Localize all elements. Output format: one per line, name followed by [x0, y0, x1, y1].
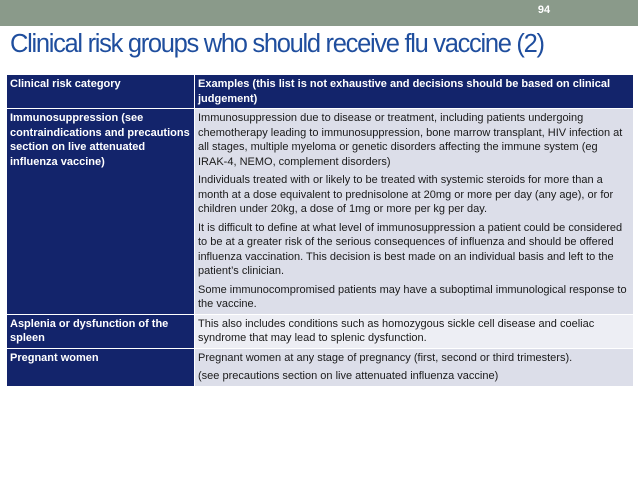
example-paragraph: It is difficult to define at what level of immunosuppression a patient could be considered to be at a greater risk of the serious consequences of influenza and should be offered influenza vaccination. This decision is best made on an individual basis and left to the patient’s clinician. — [198, 221, 623, 277]
examples-cell — [195, 314, 634, 348]
example-paragraph: (see precautions section on live attenuated influenza vaccine) — [198, 370, 499, 382]
example-paragraph: This also includes conditions such as homozygous sickle cell disease and coeliac syndrome that may lead to splenic dysfunction. — [198, 317, 595, 344]
examples-cell — [195, 109, 634, 315]
table-row — [7, 348, 634, 386]
example-paragraph: Individuals treated with or likely to be treated with systemic steroids for more than a month at a dose equivalent to prednisolone at 20mg or more per day (any age), or for children under 20kg, a dose of 1mg or more per kg per day. — [198, 174, 614, 215]
table-row — [7, 109, 634, 315]
header-category: Clinical risk category — [7, 75, 195, 109]
category-cell: Immunosuppression (see contraindications and precautions section on live attenuated influenza vaccine) — [7, 109, 195, 315]
top-bar — [0, 0, 638, 26]
examples-cell — [195, 348, 634, 386]
slide-title: Clinical risk groups who should receive flu vaccine (2) — [10, 30, 544, 58]
example-paragraph: Immunosuppression due to disease or treatment, including patients undergoing chemotherapy leading to immunosuppression, bone marrow transplant, HIV infection at all stages, multiple myeloma or genetic disorders affecting the immune system (eg IRAK-4, NEMO, complement disorders) — [198, 112, 623, 168]
header-examples: Examples (this list is not exhaustive and decisions should be based on clinical judgement) — [195, 75, 634, 109]
slide-number: 94 — [537, 4, 551, 16]
category-cell: Asplenia or dysfunction of the spleen — [7, 314, 195, 348]
table-header-row — [7, 75, 634, 109]
category-cell: Pregnant women — [7, 348, 195, 386]
table-row — [7, 314, 634, 348]
example-paragraph: Some immunocompromised patients may have a suboptimal immunological response to the vaccine. — [198, 283, 627, 310]
example-paragraph: Pregnant women at any stage of pregnancy (first, second or third trimesters). — [198, 351, 573, 364]
risk-groups-table — [6, 74, 634, 387]
